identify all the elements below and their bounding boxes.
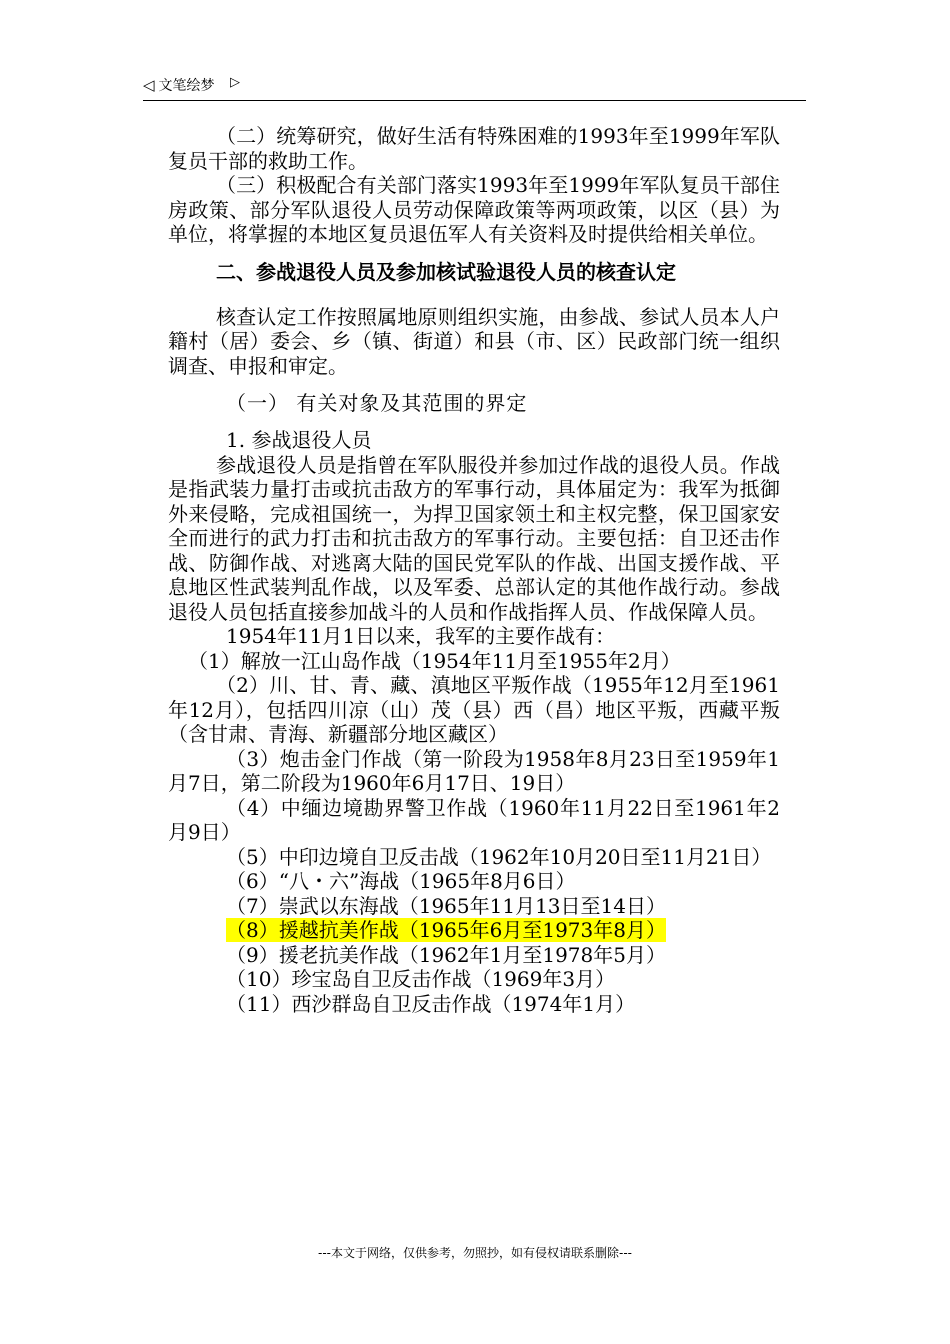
paragraph: （三）积极配合有关部门落实1993年至1999年军队复员干部住房政策、部分军队退役人员劳动保障政策等两项政策，以区（县）为单位，将掌握的本地区复员退伍军人有关资料及时提供给相关单位。	[168, 173, 780, 246]
battle-item: （9）援老抗美作战（1962年1月至1978年5月）	[226, 942, 666, 967]
battle-item: （1）解放一江山岛作战（1954年11月至1955年2月）	[188, 648, 681, 673]
page-footer: ---本文于网络，仅供参考，勿照抄，如有侵权请联系删除---	[318, 1246, 632, 1260]
page-header	[143, 72, 806, 101]
section-heading: 二、参战退役人员及参加核试验退役人员的核查认定	[216, 259, 676, 284]
battle-item: （4）中缅边境勘界警卫作战（1960年11月22日至1961年2月9日）	[168, 795, 780, 844]
header-brand	[143, 75, 215, 95]
battle-item: （2）川、甘、青、藏、滇地区平叛作战（1955年12月至1961年12月），包括四川凉（山）茂（县）西（昌）地区平叛，西藏平叛（含甘肃、青海、新疆部分地区藏区）	[168, 673, 780, 746]
paragraph: 1954年11月1日以来，我军的主要作战有：	[226, 624, 616, 648]
left-triangle-icon: ◁	[143, 76, 155, 94]
battle-item: （6）“八・六”海战（1965年8月6日）	[226, 869, 576, 893]
battle-item: （11）西沙群岛自卫反击作战（1974年1月）	[226, 991, 636, 1016]
right-triangle-icon: ▷	[230, 75, 240, 90]
battle-item: （5）中印边境自卫反击战（1962年10月20日至11月21日）	[226, 844, 772, 869]
highlighted-text: （8）援越抗美作战（1965年6月至1973年8月）	[226, 918, 666, 942]
item-heading: 1. 参战退役人员	[226, 428, 372, 452]
paragraph: 核查认定工作按照属地原则组织实施，由参战、参试人员本人户籍村（居）委会、乡（镇、街道）和县（市、区）民政部门统一组织调查、申报和审定。	[168, 304, 780, 378]
battle-item: （10）珍宝岛自卫反击作战（1969年3月）	[226, 967, 616, 991]
paragraph: （二）统筹研究，做好生活有特殊困难的1993年至1999年军队复员干部的救助工作。	[168, 124, 780, 173]
battle-item-highlighted	[168, 918, 780, 943]
battle-item: （7）崇武以东海战（1965年11月13日至14日）	[226, 893, 666, 918]
subsection-heading: （一） 有关对象及其范围的界定	[226, 391, 528, 415]
battle-item: （3）炮击金门作战（第一阶段为1958年8月23日至1959年1月7日，第二阶段为1960年6月17日、19日）	[168, 746, 780, 795]
document-body	[168, 124, 780, 1016]
paragraph: 参战退役人员是指曾在军队服役并参加过作战的退役人员。作战是指武装力量打击或抗击敌方的军事行动，具体届定为：我军为抵御外来侵略，完成祖国统一，为捍卫国家领土和主权完整，保卫国家安全而进行的武力打击和抗击敌方的军事行动。主要包括：自卫还击作战、防御作战、对逃离大陆的国民党军队的作战、出国支援作战、平息地区性武装判乱作战，以及军委、总部认定的其他作战行动。参战退役人员包括直接参加战斗的人员和作战指挥人员、作战保障人员。	[168, 452, 780, 624]
brand-text: 文笔绘梦	[158, 78, 215, 94]
